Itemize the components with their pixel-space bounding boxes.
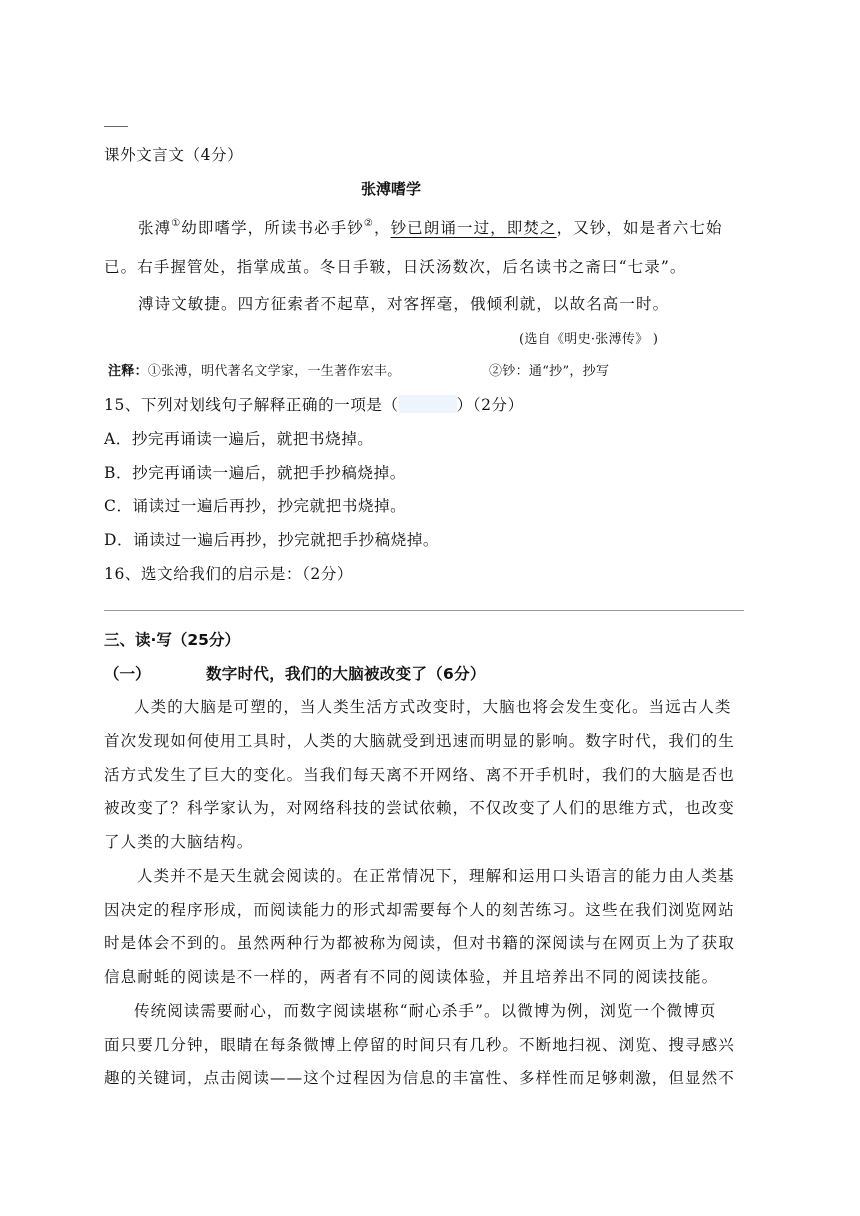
passage-source: (选自《明史·张溥传》 ) bbox=[519, 332, 659, 347]
section-heading: 课外文言文（4分） bbox=[104, 146, 244, 164]
para1-line4: 被改变了？科学家认为，对网络科技的尝试依赖，不仅改变了人们的思维方式，也改变 bbox=[104, 799, 735, 817]
q16-stem: 16、选文给我们的启示是：（2分） bbox=[104, 565, 354, 583]
para2-line3: 时是体会不到的。虽然两种行为都被称为阅读，但对书籍的深阅读与在网页上为了获取 bbox=[104, 934, 735, 952]
q15-option-d: D．诵读过一遍后再抄，抄完就把手抄稿烧掉。 bbox=[104, 531, 440, 549]
para3-line2: 面只要几分钟，眼睛在每条微博上停留的时间只有几秒。不断地扫视、浏览、搜寻感兴 bbox=[104, 1036, 735, 1054]
part3-heading: 三、读·写（25分） bbox=[104, 631, 240, 649]
para2-line1: 人类并不是天生就会阅读的。在正常情况下，理解和运用口头语言的能力由人类基 bbox=[137, 867, 735, 885]
q15-stem: 15、下列对划线句子解释正确的一项是（ ）（2分） bbox=[104, 396, 524, 414]
underlined-sentence: 钞已朗诵一过，即焚之 bbox=[390, 219, 557, 237]
note-ref-2: ② bbox=[363, 218, 374, 229]
subsection-number: （一） bbox=[104, 665, 151, 683]
passage-p1-line2: 已。右手握管处，指掌成茧。冬日手皲，日沃汤数次，后名读书之斋曰“七录”。 bbox=[104, 258, 687, 276]
q15-option-a: A．抄完再诵读一遍后，就把书烧掉。 bbox=[104, 430, 374, 448]
note-ref-1: ① bbox=[171, 218, 182, 229]
para3-line3: 趣的关键词，点击阅读——这个过程因为信息的丰富性、多样性而足够刺激，但显然不 bbox=[104, 1069, 735, 1087]
note-1: ①张溥，明代著名文学家，一生著作宏丰。 bbox=[147, 364, 401, 379]
passage-title: 张溥嗜学 bbox=[361, 180, 422, 198]
para1-line5: 了人类的大脑结构。 bbox=[104, 833, 254, 851]
para1-line1: 人类的大脑是可塑的，当人类生活方式改变时，大脑也将会发生变化。当远古人类 bbox=[134, 698, 732, 716]
para1-line2: 首次发现如何使用工具时，人类的大脑就受到迅速而明显的影响。数字时代，我们的生 bbox=[104, 732, 735, 750]
top-rule bbox=[104, 126, 128, 127]
answer-line bbox=[104, 610, 744, 611]
subsection-title: 数字时代，我们的大脑被改变了（6分） bbox=[206, 665, 486, 683]
answer-blank[interactable] bbox=[399, 395, 457, 413]
para3-line1: 传统阅读需要耐心，而数字阅读堪称“耐心杀手”。以微博为例，浏览一个微博页 bbox=[134, 1002, 717, 1020]
notes-label: 注释： bbox=[108, 364, 148, 379]
passage-p2: 溥诗文敏捷。四方征索者不起草，对客挥毫，俄倾利就，以故名高一时。 bbox=[138, 295, 670, 313]
para1-line3: 活方式发生了巨大的变化。当我们每天离不开网络、离不开手机时，我们的大脑是否也 bbox=[104, 766, 735, 784]
q15-option-b: B．抄完再诵读一遍后，就把手抄稿烧掉。 bbox=[104, 464, 406, 482]
q15-option-c: C．诵读过一遍后再抄，抄完就把书烧掉。 bbox=[104, 497, 407, 515]
note-2: ②钞：通“抄”，抄写 bbox=[489, 364, 610, 379]
passage-p1-line1: 张溥①幼即嗜学，所读书必手钞②，钞已朗诵一过，即焚之，又钞，如是者六七始 bbox=[138, 218, 723, 237]
para2-line4: 信息耐蚝的阅读是不一样的，两者有不同的阅读体验，并且培养出不同的阅读技能。 bbox=[104, 968, 719, 986]
notes bbox=[108, 360, 401, 379]
para2-line2: 因决定的程序形成，而阅读能力的形式却需要每个人的刻苦练习。这些在我们浏览网站 bbox=[104, 901, 735, 919]
